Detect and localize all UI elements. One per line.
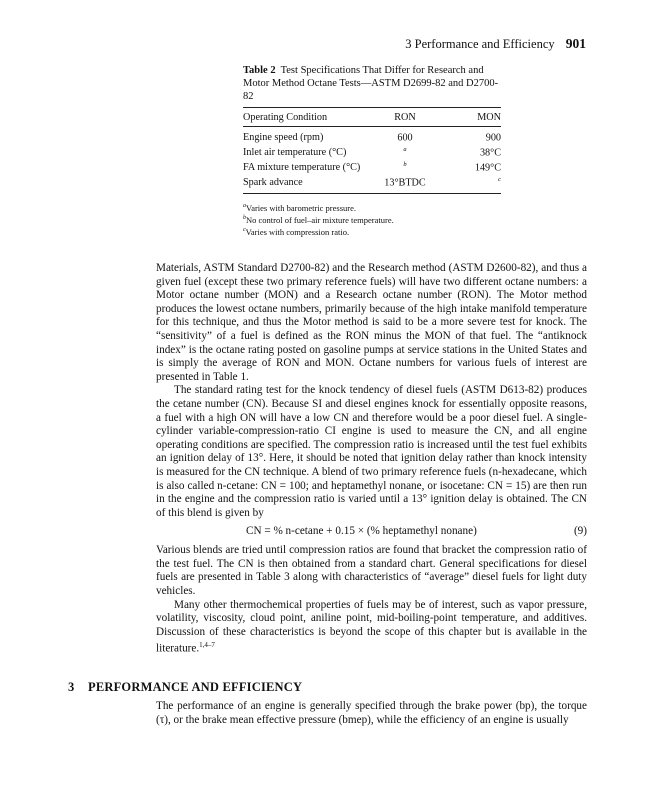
mon-value: 900 bbox=[485, 132, 501, 144]
table-header-row bbox=[243, 108, 501, 127]
cell-condition: Inlet air temperature (°C) bbox=[243, 147, 347, 158]
table-label: Table 2 bbox=[243, 65, 276, 76]
body-text bbox=[156, 262, 587, 657]
cell-condition: Engine speed (rpm) bbox=[243, 132, 324, 143]
table-caption bbox=[243, 64, 501, 103]
table-footnotes bbox=[243, 200, 501, 236]
footnote-text: Varies with compression ratio. bbox=[245, 226, 350, 237]
footnote-mark: c bbox=[243, 227, 246, 233]
ron-note: b bbox=[403, 161, 407, 169]
section-heading bbox=[68, 680, 302, 695]
cell-condition: FA mixture temperature (°C) bbox=[243, 162, 361, 173]
section-title: PERFORMANCE AND EFFICIENCY bbox=[88, 680, 303, 694]
paragraph-octane-methods: Materials, ASTM Standard D2700-82) and the Research method (ASTM D2600-82), and thus a given fuel (except these two primary reference fuels) will have two different octane numbers: a Motor octane number (MON) and a Research octane number (RON). The Motor method produces the lowest octane numbers, primarily because of the high intake manifold temperature for this technique, and thus the Motor method is said to be a more severe test for knock. The “sensitivity” of a fuel is defined as the RON minus the MON of that fuel. The “antiknock index” is the octane rating posted on gasoline pumps at service stations in the United States and is simply the average of RON and MON. Octane numbers for various fuels of interest are presented in Table 1. bbox=[156, 262, 587, 383]
header-ron: RON bbox=[394, 111, 416, 123]
table-row bbox=[243, 127, 501, 146]
cell-mon bbox=[437, 160, 501, 175]
table-caption-text: Test Specifications That Differ for Research and Motor Method Octane Tests—ASTM D2699-82 and D2700-82 bbox=[243, 65, 499, 102]
header-operating-condition: Operating Condition bbox=[243, 111, 328, 123]
ron-value: 13°BTDC bbox=[384, 177, 426, 189]
equation-9 bbox=[156, 525, 587, 539]
citation-ref: 1,4–7 bbox=[199, 641, 215, 650]
paragraph-cetane-test: The standard rating test for the knock tendency of diesel fuels (ASTM D613-82) produces the cetane number (CN). Because SI and diesel engines knock for essentially opposite reasons, a fuel with a high ON will have a low CN and therefore would be a poor diesel fuel. A single-cylinder variable-compression-ratio CI engine is used to measure the CN, and all engine operating conditions are specified. The compression ratio is increased until the test fuel exhibits an ignition delay of 13°. Here, it should be noted that ignition delay rather than knock intensity is measured for the CN technique. A blend of two primary reference fuels (n-hexadecane, which is also called n-cetane: CN = 100; and heptamethyl nonane, or isocetane: CN = 15) are then run in the engine and the compression ratio is varied until a 13° ignition delay is obtained. The CN of this blend is given by bbox=[156, 384, 587, 519]
running-head bbox=[0, 36, 586, 52]
spec-table bbox=[243, 107, 501, 194]
cell-condition: Spark advance bbox=[243, 177, 303, 188]
ron-value: 600 bbox=[397, 132, 413, 144]
equation-number: (9) bbox=[573, 525, 587, 538]
cell-ron bbox=[373, 175, 437, 194]
footnote-mark: b bbox=[243, 215, 246, 221]
footnote-mark: a bbox=[243, 203, 246, 209]
cell-ron bbox=[373, 145, 437, 160]
footnote-text: No control of fuel–air mixture temperature. bbox=[246, 214, 394, 225]
cell-mon bbox=[437, 127, 501, 146]
table-2 bbox=[243, 64, 501, 236]
table-row bbox=[243, 160, 501, 175]
section-body bbox=[156, 700, 587, 727]
footnote-text: Varies with barometric pressure. bbox=[246, 202, 356, 213]
footnote bbox=[243, 200, 501, 212]
page-number: 901 bbox=[565, 36, 586, 51]
header-mon: MON bbox=[477, 111, 501, 123]
mon-note: c bbox=[498, 176, 501, 184]
equation-text: CN = % n-cetane + 0.15 × (% heptamethyl nonane) bbox=[246, 525, 477, 538]
footnote bbox=[243, 224, 501, 236]
table-row bbox=[243, 175, 501, 194]
table-row bbox=[243, 145, 501, 160]
cell-mon bbox=[437, 175, 501, 194]
running-head-title: 3 Performance and Efficiency bbox=[405, 37, 555, 51]
paragraph-properties bbox=[156, 599, 587, 657]
paragraph-blends: Various blends are tried until compression ratios are found that bracket the compression ratio of the test fuel. The CN is then obtained from a standard chart. General specifications for diesel fuels are presented in Table 3 along with characteristics of “average” diesel fuels for light duty vehicles. bbox=[156, 544, 587, 598]
section-number: 3 bbox=[68, 680, 75, 694]
mon-value: 149°C bbox=[474, 162, 501, 174]
ron-note: a bbox=[403, 146, 407, 154]
cell-mon bbox=[437, 145, 501, 160]
mon-value: 38°C bbox=[479, 147, 501, 159]
cell-ron bbox=[373, 160, 437, 175]
cell-ron bbox=[373, 127, 437, 146]
paragraph-performance: The performance of an engine is generally specified through the brake power (bp), the torque (τ), or the brake mean effective pressure (bmep), while the efficiency of an engine is usually bbox=[156, 700, 587, 726]
paragraph-properties-text: Many other thermochemical properties of fuels may be of interest, such as vapor pressure, volatility, viscosity, cloud point, aniline point, mid-boiling-point temperature, and additives. Discussion of these characteristics is beyond the scope of this chapter but is available in the literature. bbox=[156, 598, 587, 656]
footnote bbox=[243, 212, 501, 224]
